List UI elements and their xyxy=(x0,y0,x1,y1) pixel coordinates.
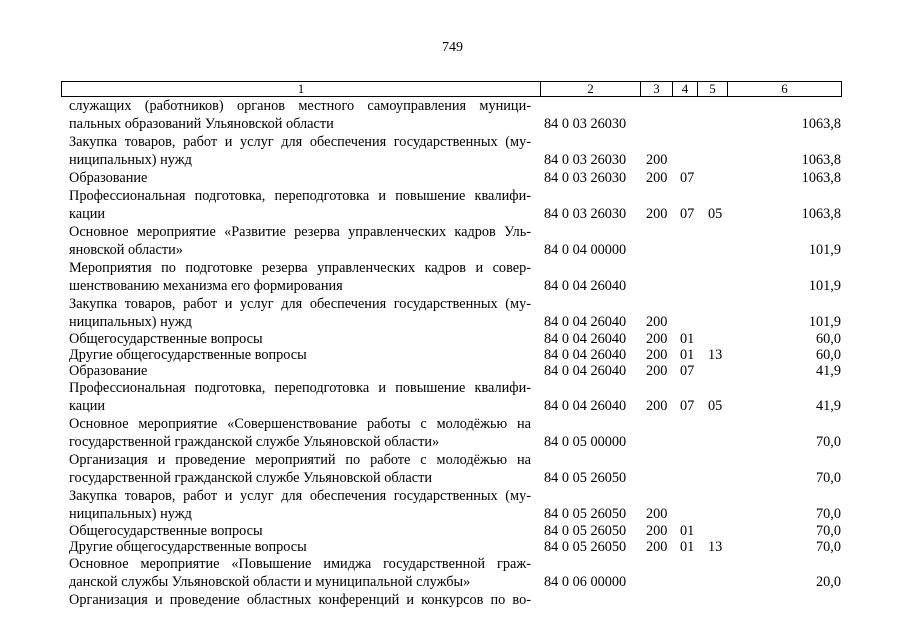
cell-c2: 84 0 05 26050 xyxy=(544,539,627,555)
description-line: данской службы Ульяновской области и муниципальной службы» xyxy=(69,574,471,590)
cell-c2: 84 0 05 26050 xyxy=(544,506,627,522)
cell-c3: 200 xyxy=(646,314,668,330)
table-row xyxy=(0,347,905,363)
cell-c4: 01 xyxy=(680,347,695,363)
cell-c2: 84 0 04 26040 xyxy=(544,363,627,379)
description-line: Профессиональная подготовка, переподготовка и повышение квалифи- xyxy=(69,188,531,204)
cell-c2: 84 0 04 26040 xyxy=(544,331,627,347)
table-row xyxy=(0,331,905,347)
table-row xyxy=(0,259,905,295)
table-row xyxy=(0,415,905,451)
table-row xyxy=(0,187,905,223)
table-row xyxy=(0,379,905,415)
cell-c6: 70,0 xyxy=(815,523,841,539)
cell-c2: 84 0 03 26030 xyxy=(544,116,627,132)
cell-c6: 70,0 xyxy=(815,470,841,486)
description-line: государственной гражданской службе Ульяновской области» xyxy=(69,434,440,450)
description-line: Профессиональная подготовка, переподготовка и повышение квалифи- xyxy=(69,380,531,396)
cell-c2: 84 0 05 00000 xyxy=(544,434,627,450)
table-row xyxy=(0,97,905,133)
description-line: Организация и проведение мероприятий по работе с молодёжью на xyxy=(69,452,531,468)
cell-c6: 1063,8 xyxy=(801,116,841,132)
cell-c2: 84 0 03 26030 xyxy=(544,152,627,168)
cell-c3: 200 xyxy=(646,539,668,555)
table-row xyxy=(0,451,905,487)
table-row xyxy=(0,555,905,591)
cell-c4: 07 xyxy=(680,363,695,379)
cell-c2: 84 0 05 26050 xyxy=(544,523,627,539)
description-line: ниципальных) нужд xyxy=(69,152,192,168)
cell-c6: 41,9 xyxy=(815,363,841,379)
cell-c4: 07 xyxy=(680,206,695,222)
description-line: Основное мероприятие «Совершенствование работы с молодёжью на xyxy=(69,416,531,432)
table-row xyxy=(0,487,905,523)
cell-c6: 1063,8 xyxy=(801,206,841,222)
cell-c4: 07 xyxy=(680,170,695,186)
cell-c6: 70,0 xyxy=(815,434,841,450)
cell-c6: 60,0 xyxy=(815,347,841,363)
description-line: Образование xyxy=(69,170,148,186)
cell-c4: 07 xyxy=(680,398,695,414)
cell-c6: 1063,8 xyxy=(801,152,841,168)
cell-c3: 200 xyxy=(646,347,668,363)
header-col-5: 5 xyxy=(709,81,716,96)
table-header xyxy=(61,81,842,97)
description-line: Закупка товаров, работ и услуг для обеспечения государственных (му- xyxy=(69,488,531,504)
cell-c3: 200 xyxy=(646,206,668,222)
cell-c3: 200 xyxy=(646,152,668,168)
table-row xyxy=(0,591,905,609)
cell-c4: 01 xyxy=(680,331,695,347)
cell-c3: 200 xyxy=(646,363,668,379)
description-line: Организация и проведение областных конференций и конкурсов по во- xyxy=(69,592,531,608)
cell-c6: 101,9 xyxy=(808,242,841,258)
table-body xyxy=(0,97,905,609)
cell-c2: 84 0 03 26030 xyxy=(544,170,627,186)
page-number: 749 xyxy=(442,40,463,55)
table-row xyxy=(0,223,905,259)
cell-c6: 101,9 xyxy=(808,314,841,330)
cell-c3: 200 xyxy=(646,523,668,539)
description-line: Общегосударственные вопросы xyxy=(69,523,263,539)
cell-c5: 05 xyxy=(708,206,723,222)
table-row xyxy=(0,363,905,379)
cell-c6: 1063,8 xyxy=(801,170,841,186)
header-col-2: 2 xyxy=(587,81,594,96)
cell-c2: 84 0 04 26040 xyxy=(544,347,627,363)
description-line: Мероприятия по подготовке резерва управленческих кадров и совер- xyxy=(69,260,531,276)
table-row xyxy=(0,295,905,331)
table-row xyxy=(0,169,905,187)
description-line: пальных образований Ульяновской области xyxy=(69,116,334,132)
cell-c2: 84 0 03 26030 xyxy=(544,206,627,222)
cell-c4: 01 xyxy=(680,523,695,539)
cell-c5: 05 xyxy=(708,398,723,414)
description-line: Основное мероприятие «Развитие резерва управленческих кадров Уль- xyxy=(69,224,531,240)
description-line: служащих (работников) органов местного самоуправления муници- xyxy=(69,98,531,114)
header-col-3: 3 xyxy=(653,81,660,96)
table-row xyxy=(0,539,905,555)
cell-c2: 84 0 04 00000 xyxy=(544,242,627,258)
description-line: Закупка товаров, работ и услуг для обеспечения государственных (му- xyxy=(69,296,531,312)
cell-c6: 20,0 xyxy=(815,574,841,590)
description-line: Основное мероприятие «Повышение имиджа государственной граж- xyxy=(69,556,531,572)
table-row xyxy=(0,133,905,169)
cell-c6: 70,0 xyxy=(815,539,841,555)
description-line: шенствованию механизма его формирования xyxy=(69,278,343,294)
cell-c6: 70,0 xyxy=(815,506,841,522)
description-line: Другие общегосударственные вопросы xyxy=(69,539,307,555)
cell-c3: 200 xyxy=(646,331,668,347)
table-row xyxy=(0,523,905,539)
cell-c2: 84 0 05 26050 xyxy=(544,470,627,486)
description-line: ниципальных) нужд xyxy=(69,506,192,522)
description-line: государственной гражданской службе Ульяновской области xyxy=(69,470,432,486)
description-line: Образование xyxy=(69,363,148,379)
cell-c6: 41,9 xyxy=(815,398,841,414)
header-col-1: 1 xyxy=(297,81,305,96)
header-col-4: 4 xyxy=(681,81,689,96)
cell-c5: 13 xyxy=(708,539,723,555)
cell-c3: 200 xyxy=(646,398,668,414)
cell-c2: 84 0 04 26040 xyxy=(544,398,627,414)
description-line: Закупка товаров, работ и услуг для обеспечения государственных (му- xyxy=(69,134,531,150)
description-line: яновской области» xyxy=(69,242,183,258)
cell-c3: 200 xyxy=(646,506,668,522)
header-col-6: 6 xyxy=(781,81,788,96)
description-line: Другие общегосударственные вопросы xyxy=(69,347,307,363)
cell-c3: 200 xyxy=(646,170,668,186)
cell-c5: 13 xyxy=(708,347,723,363)
cell-c4: 01 xyxy=(680,539,695,555)
description-line: Общегосударственные вопросы xyxy=(69,331,263,347)
cell-c2: 84 0 04 26040 xyxy=(544,314,627,330)
description-line: кации xyxy=(69,206,106,222)
cell-c2: 84 0 06 00000 xyxy=(544,574,627,590)
description-line: кации xyxy=(69,398,106,414)
cell-c6: 60,0 xyxy=(815,331,841,347)
cell-c2: 84 0 04 26040 xyxy=(544,278,627,294)
description-line: ниципальных) нужд xyxy=(69,314,192,330)
cell-c6: 101,9 xyxy=(808,278,841,294)
